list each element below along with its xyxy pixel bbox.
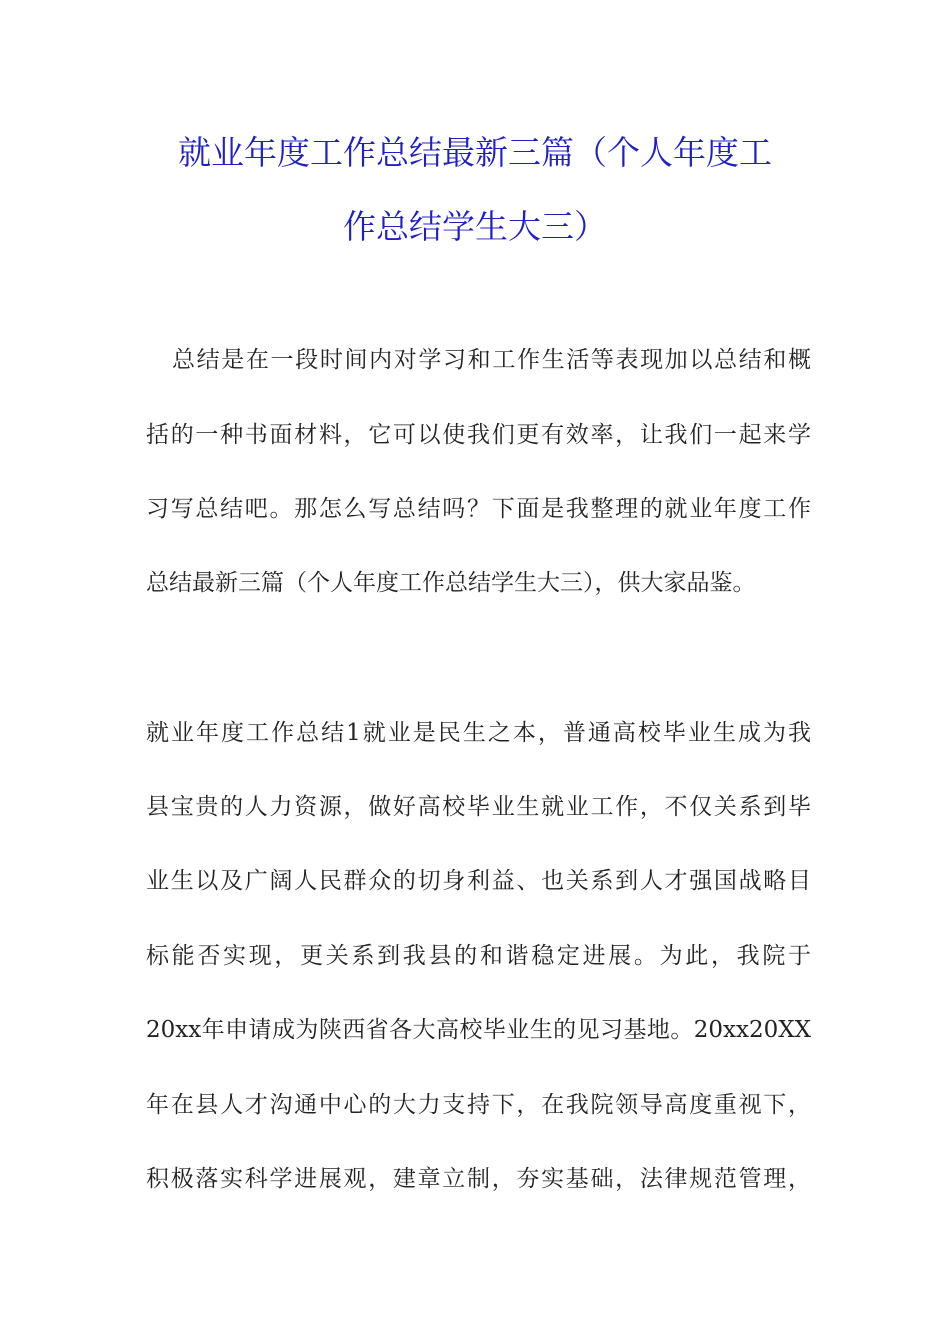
body-line-7: 积极落实科学进展观，建章立制，夯实基础，法律规范管理， xyxy=(146,1166,811,1192)
intro-line-4: 总结最新三篇（个人年度工作总结学生大三），供大家品鉴。 xyxy=(146,570,756,596)
body-line-5: 20xx年申请成为陕西省各大高校毕业生的见习基地。20xx20XX xyxy=(146,1017,811,1043)
intro-line-2: 括的一种书面材料，它可以使我们更有效率，让我们一起来学 xyxy=(146,422,811,448)
body-line-2: 县宝贵的人力资源，做好高校毕业生就业工作，不仅关系到毕 xyxy=(146,794,811,820)
intro-line-3: 习写总结吧。那怎么写总结吗？下面是我整理的就业年度工作 xyxy=(146,496,811,522)
body-line-4: 标能否实现，更关系到我县的和谐稳定进展。为此，我院于 xyxy=(146,943,811,969)
document-title-line-2: 作总结学生大三） xyxy=(343,207,607,246)
intro-line-1: 总结是在一段时间内对学习和工作生活等表现加以总结和概 xyxy=(172,347,811,373)
body-line-6: 年在县人才沟通中心的大力支持下，在我院领导高度重视下， xyxy=(146,1092,811,1118)
document-title-line-1: 就业年度工作总结最新三篇（个人年度工 xyxy=(178,133,772,172)
body-line-3: 业生以及广阔人民群众的切身利益、也关系到人才强国战略目 xyxy=(146,868,811,894)
body-line-1: 就业年度工作总结1就业是民生之本，普通高校毕业生成为我 xyxy=(146,720,811,746)
